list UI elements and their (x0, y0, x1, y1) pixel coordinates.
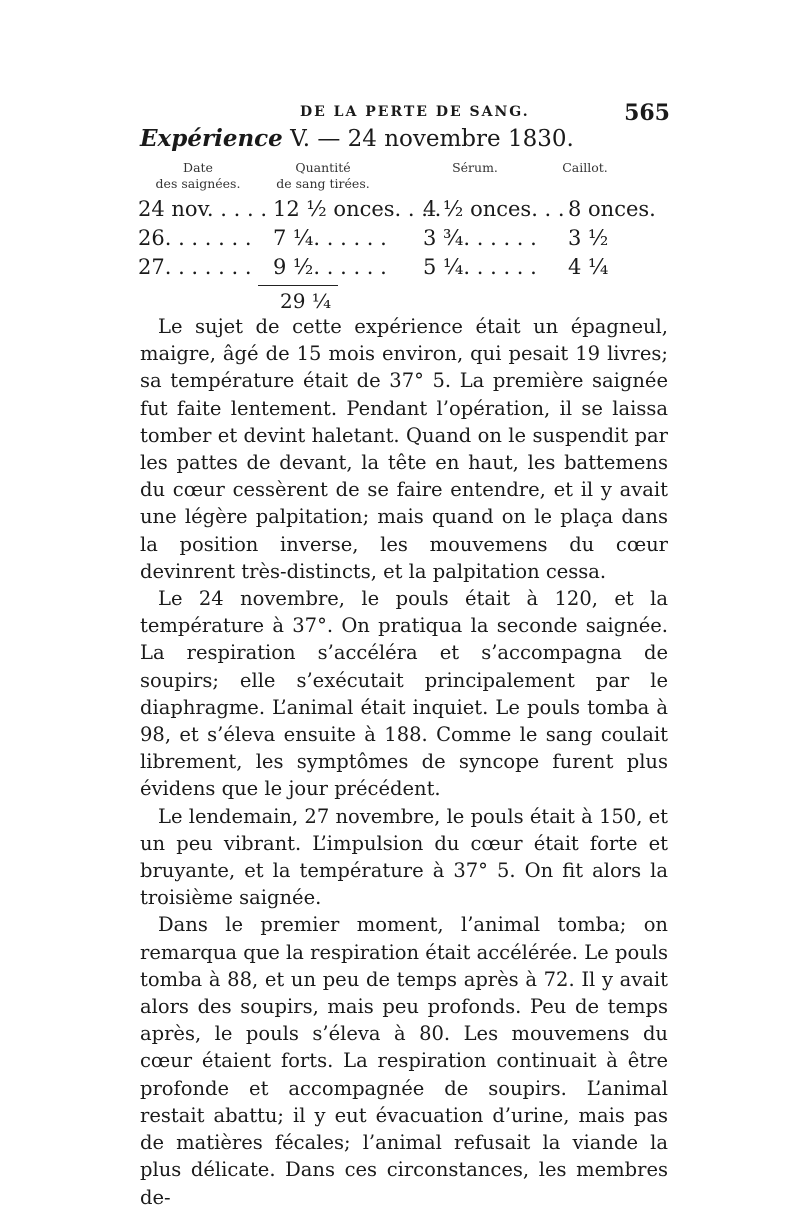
cell-quantity: 12 ½ onces. . . . (273, 197, 442, 221)
table-row (138, 226, 658, 256)
paragraph: Dans le premier moment, l’animal tomba; on remarqua que la respiration était accélérée. Le pouls tomba à 88, et un peu de temps après à 72. Il y avait alors des soupirs, mais peu profonds. Peu de temps après, le pouls s’éleva à 80. Les mouvemens du cœur étaient forts. La respiration continuait à être profonde et accompagnée de soupirs. L’animal restait abattu; il y eut évacuation d’urine, mais pas de matières fécales; l’animal refusait la viande la plus délicate. Dans ces circonstances, les membres de- (140, 913, 668, 1209)
cell-quantity: 7 ¼. . . . . . (273, 226, 387, 250)
cell-quantity: 9 ½. . . . . . (273, 255, 387, 279)
cell-caillot: 4 ¼ (568, 255, 609, 279)
body-text (140, 313, 668, 1211)
running-head-title: DE LA PERTE DE SANG. (300, 104, 530, 120)
sum-rule (258, 285, 338, 286)
cell-serum: 5 ¼. . . . . . (423, 255, 537, 279)
experiment-date: V. — 24 novembre 1830. (282, 126, 574, 152)
cell-caillot: 8 onces. (568, 197, 656, 221)
table-header-caillot: Caillot. (562, 160, 608, 175)
table-header-serum: Sérum. (452, 160, 498, 175)
paragraph: Le sujet de cette expérience était un épagneul, maigre, âgé de 15 mois environ, qui pesait 19 livres; sa température était de 37° 5. La première saignée fut faite lentement. Pendant l’opération, il se laissa tomber et devint haletant. Quand on le suspendit par les pattes de devant, la tête en haut, les battemens du cœur cessèrent de se faire entendre, et il y avait une légère palpitation; mais quand on le plaça dans la position inverse, les mouvemens du cœur devinrent très-distincts, et la palpitation cessa. (140, 315, 668, 583)
table-total: 29 ¼ (280, 289, 332, 313)
page-number: 565 (624, 100, 670, 126)
paragraph: Le lendemain, 27 novembre, le pouls était à 150, et un peu vibrant. L’impulsion du cœur était forte et bruyante, et la température à 37° 5. On fit alors la troisième saignée. (140, 804, 668, 910)
table-header-quantity-line2: de sang tirées. (276, 176, 370, 191)
table-row (138, 197, 658, 227)
experiment-label: Expérience (140, 125, 283, 152)
cell-caillot: 3 ½ (568, 226, 609, 250)
table-header-date-line2: des saignées. (155, 176, 241, 191)
table-header-quantity-line1: Quantité (295, 160, 351, 175)
table-row (138, 255, 658, 285)
paragraph: Le 24 novembre, le pouls était à 120, et la température à 37°. On pratiqua la seconde saignée. La respiration s’accéléra et s’accompagna de soupirs; elle s’exécutait principalement par le diaphragme. L’animal était inquiet. Le pouls tomba à 98, et s’éleva ensuite à 188. Comme le sang coulait librement, les symptômes de syncope furent plus évidens que le jour précédent. (140, 587, 668, 801)
table-header-date-line1: Date (183, 160, 213, 175)
table-header-quantity (268, 160, 378, 192)
cell-serum: 4 ½ onces. . . (423, 197, 565, 221)
cell-date: 27. . . . . . . (138, 255, 252, 279)
table-header-date (138, 160, 258, 192)
cell-serum: 3 ¾. . . . . . (423, 226, 537, 250)
cell-date: 26. . . . . . . (138, 226, 252, 250)
experiment-title (140, 125, 574, 152)
cell-date: 24 nov. . . . . (138, 197, 268, 221)
